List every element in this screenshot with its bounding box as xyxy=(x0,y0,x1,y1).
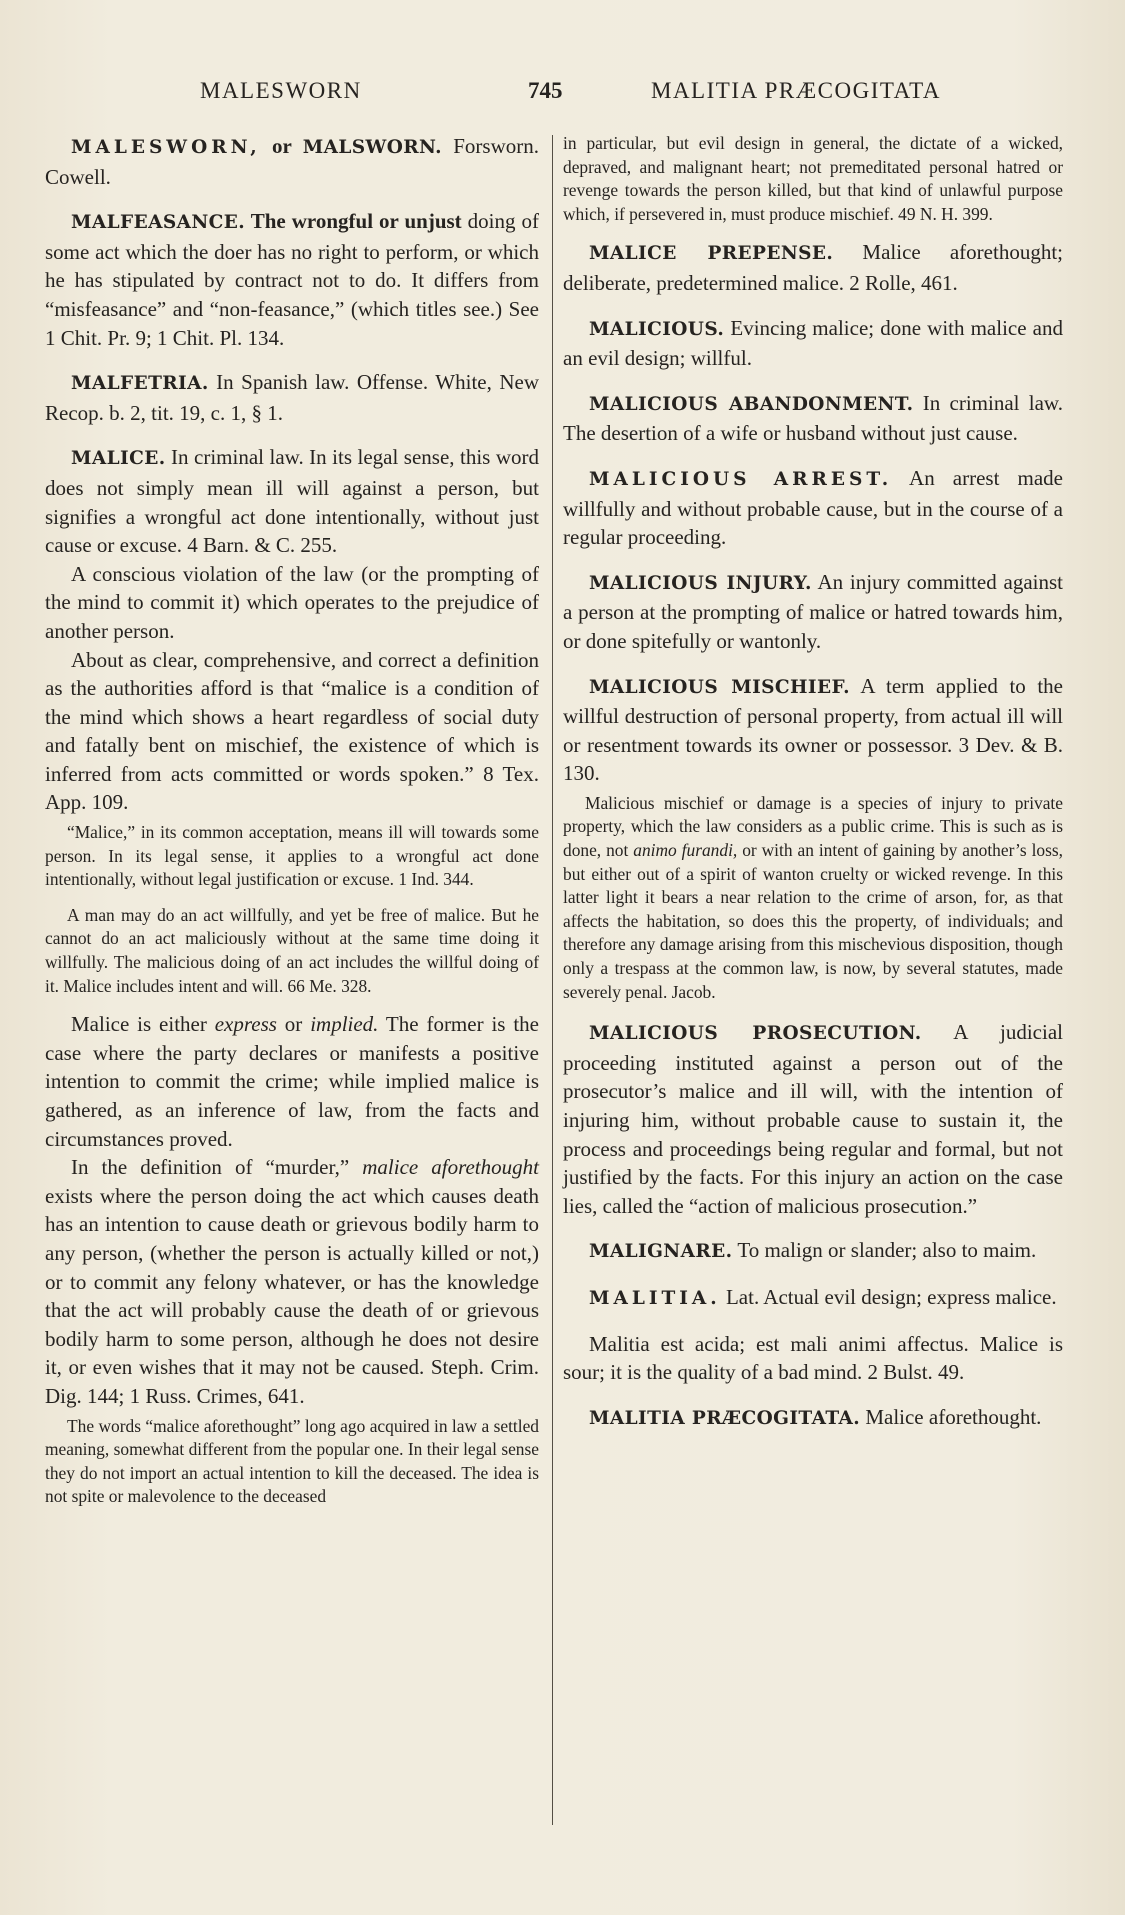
malice-note-3: The words “malice aforethought” long ago acquired in law a settled meaning, somewhat different from the popular one. In their legal sense they do not import an actual intention to kill the deceased. The idea is not spite or malevolence to the deceased xyxy=(45,1415,539,1507)
definition: In Spanish law. Offense. White, New Recop. b. 2, tit. 19, c. 1, § 1. xyxy=(45,370,539,425)
definition: An arrest made willfully and without probable cause, but in the course of a regular proceeding. xyxy=(563,465,1063,550)
headword-joiner: or xyxy=(260,134,303,158)
mischief-note xyxy=(563,792,1063,1004)
text-run: The former is the case where the party declares or manifests a positive intention to commit the crime; while implied malice is gathered, as an inference of law, from the facts and circumstances proved. xyxy=(45,1012,539,1151)
definition: doing of some act which the doer has no right to perform, or which he has stipulated by contract not to do. It differs from “misfeasance” and “non-feasance,” (which titles see.) See 1 Chit. Pr. 9; 1 Chit. Pl. 134. xyxy=(45,209,540,350)
left-column xyxy=(45,132,539,1521)
definition: Evincing malice; done with malice and an evil design; willful. xyxy=(563,315,1063,371)
headword: MALICIOUS ABANDONMENT. xyxy=(589,393,914,415)
headword: MALICIOUS INJURY. xyxy=(589,572,812,594)
entry-malicious-injury xyxy=(563,568,1063,656)
headword: MALFEASANCE. xyxy=(71,212,246,234)
malice-paragraph-3: About as clear, comprehensive, and correct a definition as the authorities afford is that “malice is a condition of the mind which shows a heart regardless of social duty and fatally bent on mischief, the existence of which is inferred from acts committed or words spoken.” 8 Tex. App. 109. xyxy=(45,647,539,815)
malice-note-2: A man may do an act willfully, and yet be free of malice. But he cannot do an act maliciously without at the same time doing it willfully. The malicious doing of an act includes the willful doing of it. Malice includes intent and will. 66 Me. 328. xyxy=(45,904,539,996)
headword: MALESWORN, xyxy=(71,137,261,158)
definition: To malign or slander; also to maim. xyxy=(732,1238,1037,1263)
entry-malicious-mischief xyxy=(563,672,1063,788)
header-right-term: MALITIA PRÆCOGITATA xyxy=(651,78,941,103)
definition: In criminal law. In its legal sense, this word does not simply mean ill will against a person, but signifies a wrongful act done intentionally, without just cause or excuse. 4 Barn. & C. 255. xyxy=(45,445,539,558)
malice-paragraph-4 xyxy=(45,1010,539,1153)
headword: MALICIOUS. xyxy=(589,318,725,340)
definition: In criminal law. The desertion of a wife or husband without just cause. xyxy=(563,390,1063,446)
entry-malesworn xyxy=(45,132,539,191)
definition: Forsworn. Cowell. xyxy=(45,134,539,189)
entry-malice xyxy=(45,443,539,559)
definition: Malice aforethought. xyxy=(860,1404,1042,1429)
headword: MALFETRIA. xyxy=(71,373,209,395)
text-run: Malicious mischief or damage is a species of injury to private property, which the law considers as a public crime. This is such as is done, not xyxy=(563,792,1063,861)
text-run: or with an intent of gaining by another’s loss, but either out of a spirit of wanton cruelty or wicked revenge. In this latter light it bears a near relation to the crime of arson, for, as that affects the habitation, so does this the property, of individuals; and therefore any damage arising from this mischevious disposition, though only a trespass at the common law, is now, by several statutes, made severely penal. Jacob. xyxy=(563,840,1063,1002)
header-left-term: MALESWORN xyxy=(200,78,362,103)
headword: MALICIOUS MISCHIEF. xyxy=(589,676,851,698)
entry-malicious-prosecution xyxy=(563,1018,1063,1220)
entry-malicious-abandonment xyxy=(563,389,1063,448)
right-column xyxy=(563,132,1063,1449)
entry-malfeasance xyxy=(45,207,539,352)
definition: A judicial proceeding instituted against a person out of the prosecutor’s malice and ill will, with the intention of injuring him, without probable cause to sustain it, the process and proceedings being regular and formal, but not justified by the facts. For this injury an action on the case lies, called the “action of malicious prosecution.” xyxy=(563,1020,1063,1218)
column-divider xyxy=(552,135,553,1825)
entry-malitia xyxy=(563,1283,1063,1314)
continued-note: in particular, but evil design in general, the dictate of a wicked, depraved, and malignant heart; not premeditated personal hatred or revenge towards the person killed, but that kind of unlawful purpose which, if persevered in, must produce mischief. 49 N. H. 399. xyxy=(563,133,1063,224)
text-run: Malice is either xyxy=(71,1012,215,1037)
definition: A term applied to the willful destruction of personal property, from actual ill will or resentment towards its owner or possessor. 3 Dev. & B. 130. xyxy=(563,673,1063,786)
italic-term: implied. xyxy=(310,1012,379,1037)
malice-note-1: “Malice,” in its common acceptation, means ill will towards some person. In its legal sense, it applies to a wrongful act done intentionally, without legal justification or excuse. 1 Ind. 344. xyxy=(45,822,539,890)
italic-term: malice aforethought xyxy=(362,1155,539,1180)
malice-paragraph-2: A conscious violation of the law (or the prompting of the mind to commit it) which operates to the prejudice of another person. xyxy=(45,561,539,643)
text-run: or xyxy=(276,1012,311,1037)
definition: An injury committed against a person at the prompting of malice or hatred towards him, or done spitefully or wantonly. xyxy=(563,569,1063,653)
headword: MALICE PREPENSE. xyxy=(589,243,834,265)
headword: MALITIA. xyxy=(589,1287,721,1309)
headword: MALICIOUS ARREST. xyxy=(589,468,893,490)
running-header xyxy=(0,72,1125,112)
headword: MALIGNARE. xyxy=(589,1241,733,1263)
definition: Malice aforethought; deliberate, predetermined malice. 2 Rolle, 461. xyxy=(563,240,1063,295)
entry-malicious xyxy=(563,314,1063,373)
malice-paragraph-5 xyxy=(45,1153,539,1410)
text-run: In the definition of “murder,” xyxy=(71,1155,363,1180)
entry-malfetria xyxy=(45,368,539,427)
entry-malitia-praecogitata xyxy=(563,1403,1063,1434)
entry-malicious-arrest xyxy=(563,464,1063,552)
page-number: 745 xyxy=(528,78,563,103)
italic-term: express xyxy=(214,1012,277,1037)
headword: MALITIA PRÆCOGITATA. xyxy=(589,1407,861,1429)
entry-malice-prepense xyxy=(563,238,1063,297)
entry-malignare xyxy=(563,1236,1063,1267)
italic-term: animo furandi, xyxy=(633,840,738,861)
definition: Lat. Actual evil design; express malice. xyxy=(720,1284,1057,1309)
definition-lead: The wrongful or unjust xyxy=(245,209,462,234)
maxim-malitia-est-acida: Malitia est acida; est mali animi affectus. Malice is sour; it is the quality of a bad mind. 2 Bulst. 49. xyxy=(563,1331,1063,1385)
headword-alt: MALSWORN. xyxy=(302,137,442,158)
headword: MALICE. xyxy=(71,448,166,470)
headword: MALICIOUS PROSECUTION. xyxy=(589,1023,922,1045)
text-run: exists where the person doing the act which causes death has an intention to cause death or grievous bodily harm to any person, (whether the person is actually killed or not,) or to commit any felony whatever, or has the knowledge that the act will probably cause the death of or grievous bodily harm to some person, although he does not desire it, or even wishes that it may not be caused. Steph. Crim. Dig. 144; 1 Russ. Crimes, 641. xyxy=(45,1183,539,1408)
